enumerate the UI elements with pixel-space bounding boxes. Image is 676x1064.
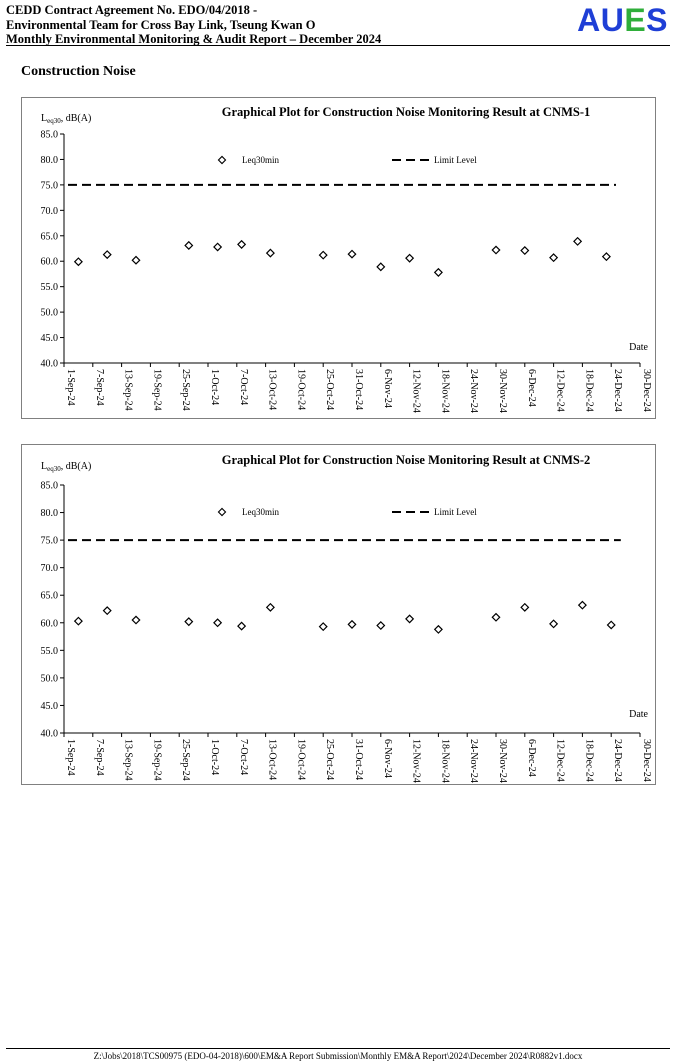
header-divider <box>6 45 670 46</box>
y-axis-label: $L_{eq30}$, dB(A) <box>41 461 92 473</box>
section-title: Construction Noise <box>21 64 136 79</box>
x-tick-label: 25-Sep-24 <box>180 739 192 781</box>
y-tick-label: 80.0 <box>40 154 58 166</box>
x-tick-label: 6-Nov-24 <box>381 369 393 408</box>
x-tick-label: 6-Dec-24 <box>525 369 537 407</box>
x-tick-label: 24-Dec-24 <box>612 369 624 412</box>
y-axis-label: $L_{eq30}$, dB(A) <box>41 113 92 125</box>
x-tick-label: 31-Oct-24 <box>353 369 364 411</box>
data-point-leq30min <box>348 621 355 628</box>
y-tick-label: 55.0 <box>40 645 58 657</box>
y-tick-label: 45.0 <box>40 700 58 712</box>
report-title-line: Monthly Environmental Monitoring & Audit Report – December 2024 <box>6 32 382 46</box>
x-tick-label: 7-Oct-24 <box>237 739 249 776</box>
y-tick-label: 85.0 <box>40 129 58 141</box>
data-point-leq30min <box>214 243 221 250</box>
y-tick-label: 50.0 <box>40 307 58 319</box>
data-point-leq30min <box>214 619 221 626</box>
y-tick-label: 60.0 <box>40 618 58 630</box>
data-point-leq30min <box>320 251 327 258</box>
x-tick-label: 30-Dec-24 <box>641 739 652 782</box>
data-point-leq30min <box>348 250 355 257</box>
x-tick-label: 1-Oct-24 <box>209 369 220 406</box>
x-tick-label: 12-Nov-24 <box>410 369 422 413</box>
data-point-leq30min <box>75 617 82 624</box>
y-tick-label: 40.0 <box>40 728 58 740</box>
footer-divider <box>6 1048 670 1049</box>
y-tick-label: 75.0 <box>40 180 58 192</box>
x-tick-label: 24-Dec-24 <box>612 739 624 782</box>
x-tick-label: 1-Sep-24 <box>65 369 76 406</box>
data-point-leq30min <box>603 253 610 260</box>
x-tick-label: 30-Nov-24 <box>497 739 508 783</box>
data-point-leq30min <box>406 615 413 622</box>
data-point-leq30min <box>521 247 528 254</box>
x-tick-label: 12-Nov-24 <box>410 739 422 783</box>
y-tick-label: 70.0 <box>40 205 58 217</box>
data-point-leq30min <box>267 604 274 611</box>
x-tick-label: 18-Dec-24 <box>583 739 595 782</box>
y-tick-label: 65.0 <box>40 590 58 602</box>
x-tick-label: 31-Oct-24 <box>353 739 364 781</box>
data-point-leq30min <box>550 254 557 261</box>
y-tick-label: 40.0 <box>40 358 58 370</box>
x-tick-label: 19-Sep-24 <box>151 739 163 781</box>
x-tick-label: 1-Oct-24 <box>209 739 220 776</box>
x-tick-label: 13-Sep-24 <box>122 369 134 411</box>
x-tick-label: 7-Oct-24 <box>237 369 249 406</box>
x-tick-label: 30-Nov-24 <box>497 369 508 413</box>
x-tick-label: 13-Oct-24 <box>266 739 278 781</box>
x-tick-label: 7-Sep-24 <box>93 369 105 406</box>
data-point-leq30min <box>132 257 139 264</box>
x-tick-label: 19-Oct-24 <box>295 739 307 781</box>
data-point-leq30min <box>406 254 413 261</box>
x-tick-label: 19-Oct-24 <box>295 369 307 411</box>
data-point-leq30min <box>104 607 111 614</box>
x-tick-label: 30-Dec-24 <box>641 369 652 412</box>
chart-title: Graphical Plot for Construction Noise Monitoring Result at CNMS-2 <box>221 453 591 467</box>
data-point-leq30min <box>435 626 442 633</box>
x-tick-label: 13-Oct-24 <box>266 369 278 411</box>
data-point-leq30min <box>492 246 499 253</box>
y-tick-label: 65.0 <box>40 231 58 243</box>
y-tick-label: 80.0 <box>40 508 58 520</box>
data-point-leq30min <box>75 258 82 265</box>
x-tick-label: 13-Sep-24 <box>122 739 134 781</box>
x-tick-label: 25-Sep-24 <box>180 369 192 411</box>
report-header <box>6 3 670 47</box>
file-path-footer: Z:\Jobs\2018\TCS00975 (EDO-04-2018)\600\EM&A Report Submission\Monthly EM&A Report\2024\December 2024\R0882v1.docx <box>93 1051 583 1061</box>
data-point-leq30min <box>608 621 615 628</box>
x-tick-label: 19-Sep-24 <box>151 369 163 411</box>
data-point-leq30min <box>377 263 384 270</box>
data-point-leq30min <box>267 249 274 256</box>
y-tick-label: 45.0 <box>40 333 58 345</box>
x-tick-label: 24-Nov-24 <box>468 369 480 413</box>
legend-label-leq30min: Leq30min <box>242 507 279 517</box>
x-tick-label: 12-Dec-24 <box>554 369 566 412</box>
x-tick-label: 18-Dec-24 <box>583 369 595 412</box>
x-axis-label: Date <box>629 342 648 353</box>
data-point-leq30min <box>185 242 192 249</box>
contract-line: CEDD Contract Agreement No. EDO/04/2018 - <box>6 3 258 17</box>
x-axis-label: Date <box>629 709 648 720</box>
chart-cnms-1 <box>21 97 656 419</box>
x-tick-label: 25-Oct-24 <box>324 739 336 781</box>
data-point-leq30min <box>521 604 528 611</box>
data-point-leq30min <box>104 251 111 258</box>
x-tick-label: 7-Sep-24 <box>93 739 105 776</box>
y-tick-label: 70.0 <box>40 563 58 575</box>
chart-cnms-2 <box>21 444 656 785</box>
y-tick-label: 55.0 <box>40 282 58 294</box>
legend-label-limit-level: Limit Level <box>434 507 477 517</box>
team-line: Environmental Team for Cross Bay Link, Tseung Kwan O <box>6 17 316 32</box>
x-tick-label: 12-Dec-24 <box>554 739 566 782</box>
chart-cnms-1-svg <box>22 98 655 418</box>
aues-logo: AUES <box>577 2 668 38</box>
y-tick-label: 85.0 <box>40 480 58 492</box>
x-tick-label: 1-Sep-24 <box>65 739 76 776</box>
y-tick-label: 60.0 <box>40 256 58 268</box>
x-tick-label: 18-Nov-24 <box>439 369 451 413</box>
chart-cnms-2-svg <box>22 445 655 784</box>
x-tick-label: 6-Nov-24 <box>381 739 393 778</box>
y-tick-label: 75.0 <box>40 535 58 547</box>
x-tick-label: 6-Dec-24 <box>525 739 537 777</box>
data-point-leq30min <box>435 269 442 276</box>
data-point-leq30min <box>492 614 499 621</box>
x-tick-label: 18-Nov-24 <box>439 739 451 783</box>
data-point-leq30min <box>238 622 245 629</box>
legend-label-limit-level: Limit Level <box>434 155 477 165</box>
data-point-leq30min <box>574 238 581 245</box>
x-tick-label: 24-Nov-24 <box>468 739 480 783</box>
chart-title: Graphical Plot for Construction Noise Monitoring Result at CNMS-1 <box>221 105 591 119</box>
data-point-leq30min <box>320 623 327 630</box>
legend-label-leq30min: Leq30min <box>242 155 279 165</box>
data-point-leq30min <box>185 618 192 625</box>
y-tick-label: 50.0 <box>40 673 58 685</box>
data-point-leq30min <box>377 622 384 629</box>
data-point-leq30min <box>579 601 586 608</box>
legend-marker-leq30min <box>218 508 225 515</box>
x-tick-label: 25-Oct-24 <box>324 369 336 411</box>
legend-marker-leq30min <box>218 156 225 163</box>
data-point-leq30min <box>132 616 139 623</box>
data-point-leq30min <box>550 620 557 627</box>
data-point-leq30min <box>238 241 245 248</box>
